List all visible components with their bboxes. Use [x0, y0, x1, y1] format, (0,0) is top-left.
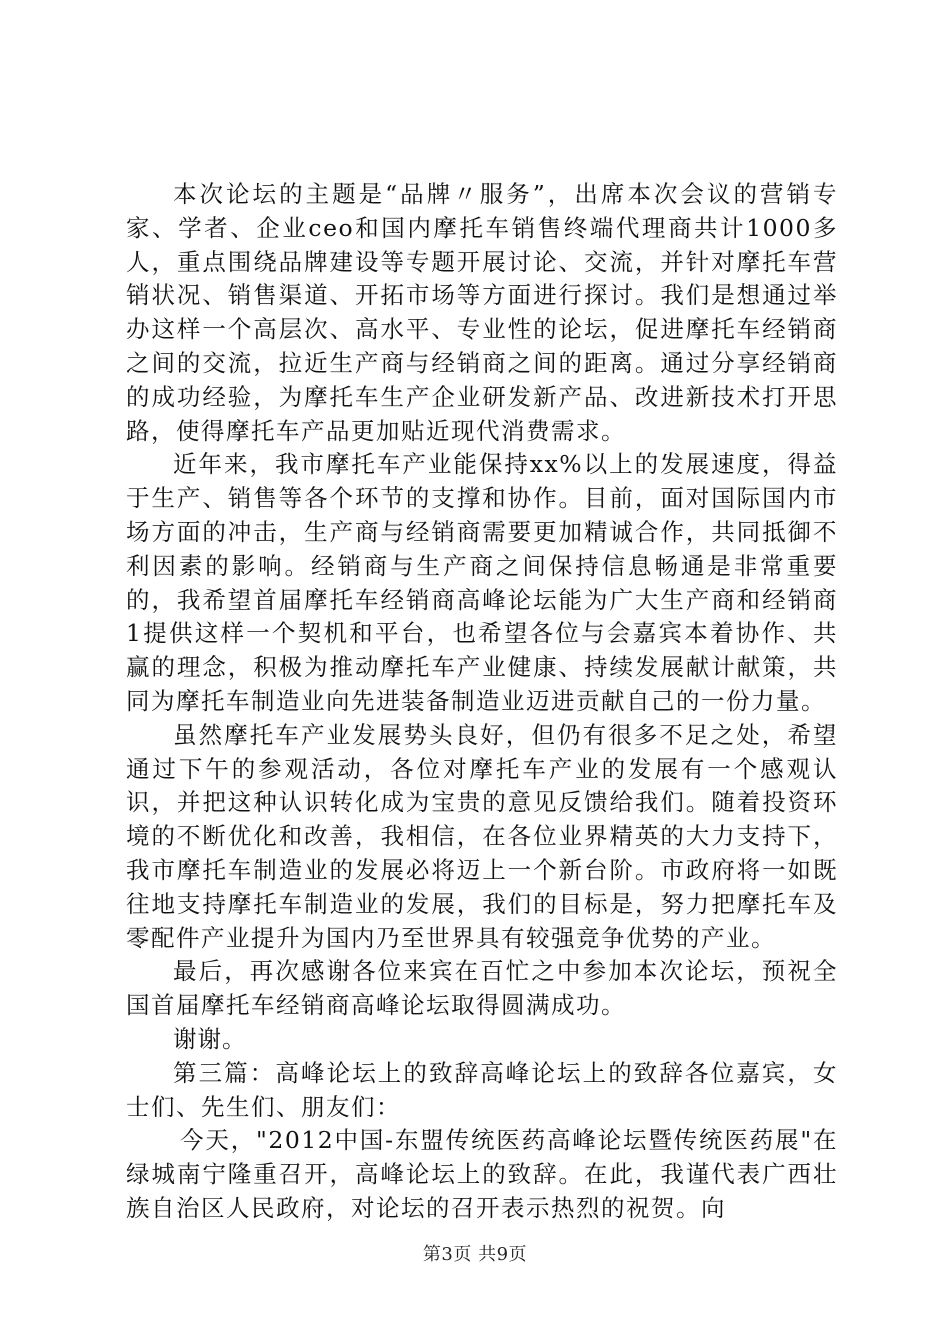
- paragraph-shortcomings: 虽然摩托车产业发展势头良好，但仍有很多不足之处，希望通过下午的参观活动，各位对摩托车产业的发展有一个感观认识，并把这种认识转化成为宝贵的意见反馈给我们。随着投资环境的不断优化和改善，我相信，在各位业界精英的大力支持下，我市摩托车制造业的发展必将迈上一个新台阶。市政府将一如既往地支持摩托车制造业的发展，我们的目标是，努力把摩托车及零配件产业提升为国内乃至世界具有较强竞争优势的产业。: [126, 720, 838, 952]
- document-body: [126, 178, 838, 1226]
- paragraph-thanks: 谢谢。: [173, 1024, 247, 1053]
- paragraph-part-three-heading: 第三篇：高峰论坛上的致辞高峰论坛上的致辞各位嘉宾，女士们、先生们、朋友们：: [126, 1058, 838, 1121]
- paragraph-closing-wishes: 最后，再次感谢各位来宾在百忙之中参加本次论坛，预祝全国首届摩托车经销商高峰论坛取得圆满成功。: [126, 957, 838, 1020]
- page-footer: 第3页 共9页: [422, 1244, 528, 1265]
- paragraph-today-opening: 今天，"2012中国-东盟传统医药高峰论坛暨传统医药展"在绿城南宁隆重召开，高峰论坛上的致辞。在此，我谨代表广西壮族自治区人民政府，对论坛的召开表示热烈的祝贺。向: [126, 1126, 838, 1222]
- paragraph-industry-growth: 近年来，我市摩托车产业能保持xx%以上的发展速度，得益于生产、销售等各个环节的支撑和协作。目前，面对国际国内市场方面的冲击，生产商与经销商需要更加精诚合作，共同抵御不利因素的影响。经销商与生产商之间保持信息畅通是非常重要的，我希望首届摩托车经销商高峰论坛能为广大生产商和经销商1提供这样一个契机和平台，也希望各位与会嘉宾本着协作、共赢的理念，积极为推动摩托车产业健康、持续发展献计献策，共同为摩托车制造业向先进装备制造业迈进贡献自己的一份力量。: [126, 450, 838, 715]
- paragraph-forum-theme: 本次论坛的主题是“品牌〃服务”，出席本次会议的营销专家、学者、企业ceo和国内摩托车销售终端代理商共计1000多人，重点围绕品牌建设等专题开展讨论、交流，并针对摩托车营销状况、销售渠道、开拓市场等方面进行探讨。我们是想通过举办这样一个高层次、高水平、专业性的论坛，促进摩托车经销商之间的交流，拉近生产商与经销商之间的距离。通过分享经销商的成功经验，为摩托车生产企业研发新产品、改进新技术打开思路，使得摩托车产品更加贴近现代消费需求。: [126, 180, 838, 445]
